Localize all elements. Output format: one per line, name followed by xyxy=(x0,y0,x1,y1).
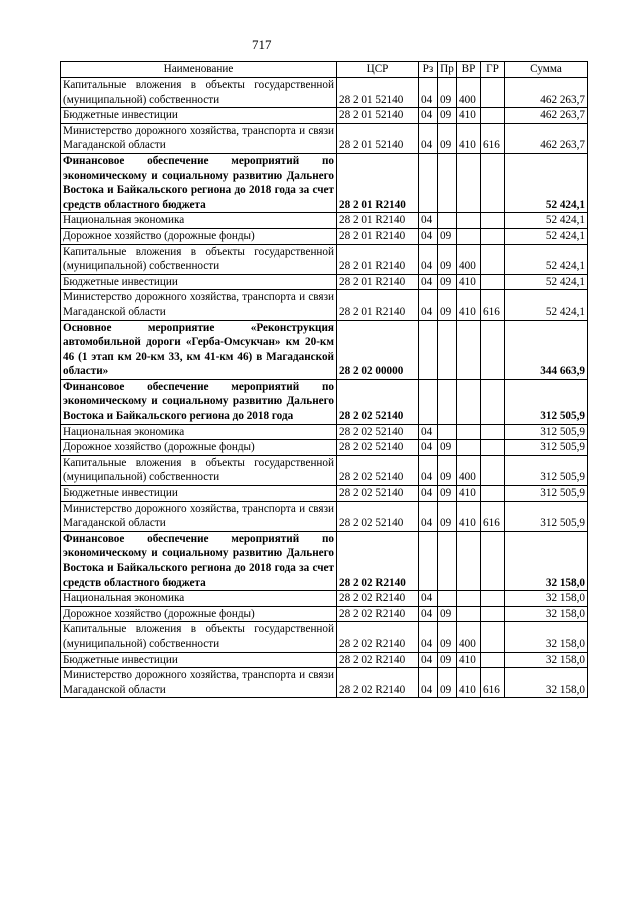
row-gr-cell xyxy=(481,274,505,290)
row-csr-cell: 28 2 01 R2140 xyxy=(337,213,419,229)
table-row xyxy=(61,531,588,590)
row-pr-cell xyxy=(438,591,457,607)
row-gr-cell xyxy=(481,622,505,652)
row-csr-cell: 28 2 02 R2140 xyxy=(337,652,419,668)
row-rz-cell: 04 xyxy=(419,228,438,244)
table-header-row xyxy=(61,62,588,78)
row-gr-cell xyxy=(481,440,505,456)
row-sum-cell: 462 263,7 xyxy=(505,78,588,108)
row-pr-cell: 09 xyxy=(438,652,457,668)
row-gr-cell xyxy=(481,591,505,607)
row-name-cell: Министерство дорожного хозяйства, транспорта и связи Магаданской области xyxy=(61,290,337,320)
row-gr-cell xyxy=(481,213,505,229)
row-rz-cell xyxy=(419,320,438,379)
row-vr-cell xyxy=(457,320,481,379)
table-row xyxy=(61,290,588,320)
row-csr-cell: 28 2 02 52140 xyxy=(337,379,419,424)
row-csr-cell: 28 2 02 R2140 xyxy=(337,606,419,622)
page-number: 717 xyxy=(252,37,272,52)
header-csr: ЦСР xyxy=(337,62,419,78)
row-rz-cell: 04 xyxy=(419,591,438,607)
table-row xyxy=(61,244,588,274)
row-csr-cell: 28 2 02 52140 xyxy=(337,424,419,440)
row-sum-cell: 312 505,9 xyxy=(505,486,588,502)
row-pr-cell: 09 xyxy=(438,244,457,274)
table-row xyxy=(61,455,588,485)
row-pr-cell: 09 xyxy=(438,622,457,652)
row-vr-cell xyxy=(457,153,481,212)
row-rz-cell: 04 xyxy=(419,123,438,153)
row-name-cell: Финансовое обеспечение мероприятий по экономическому и социальному развитию Дальнего Востока и Байкальского региона до 2018 года за счет средств областного бюджета xyxy=(61,153,337,212)
row-rz-cell: 04 xyxy=(419,78,438,108)
row-vr-cell: 410 xyxy=(457,652,481,668)
table-row xyxy=(61,606,588,622)
row-gr-cell xyxy=(481,486,505,502)
row-rz-cell: 04 xyxy=(419,501,438,531)
table-row xyxy=(61,274,588,290)
header-sum: Сумма xyxy=(505,62,588,78)
row-pr-cell: 09 xyxy=(438,108,457,124)
row-csr-cell: 28 2 02 52140 xyxy=(337,486,419,502)
header-name: Наименование xyxy=(61,62,337,78)
row-gr-cell xyxy=(481,379,505,424)
row-name-cell: Бюджетные инвестиции xyxy=(61,486,337,502)
row-name-cell: Основное мероприятие «Реконструкция автомобильной дороги «Герба-Омсукчан» км 20-км 46 (1 этап км 20-км 33, км 41-км 46) в Магаданской области» xyxy=(61,320,337,379)
table-row xyxy=(61,379,588,424)
row-csr-cell: 28 2 01 R2140 xyxy=(337,274,419,290)
row-pr-cell: 09 xyxy=(438,228,457,244)
row-rz-cell xyxy=(419,153,438,212)
row-csr-cell: 28 2 02 R2140 xyxy=(337,668,419,698)
header-vr: ВР xyxy=(457,62,481,78)
row-csr-cell: 28 2 02 00000 xyxy=(337,320,419,379)
row-pr-cell: 09 xyxy=(438,78,457,108)
row-csr-cell: 28 2 01 52140 xyxy=(337,123,419,153)
row-name-cell: Бюджетные инвестиции xyxy=(61,108,337,124)
table-row xyxy=(61,228,588,244)
row-name-cell: Бюджетные инвестиции xyxy=(61,652,337,668)
row-csr-cell: 28 2 02 R2140 xyxy=(337,622,419,652)
row-rz-cell: 04 xyxy=(419,606,438,622)
row-sum-cell: 312 505,9 xyxy=(505,379,588,424)
row-sum-cell: 312 505,9 xyxy=(505,455,588,485)
row-vr-cell: 410 xyxy=(457,290,481,320)
row-rz-cell: 04 xyxy=(419,108,438,124)
row-rz-cell: 04 xyxy=(419,455,438,485)
row-pr-cell xyxy=(438,531,457,590)
row-vr-cell: 410 xyxy=(457,668,481,698)
row-gr-cell xyxy=(481,78,505,108)
row-vr-cell: 410 xyxy=(457,108,481,124)
row-csr-cell: 28 2 01 R2140 xyxy=(337,244,419,274)
row-sum-cell: 32 158,0 xyxy=(505,606,588,622)
row-name-cell: Финансовое обеспечение мероприятий по экономическому и социальному развитию Дальнего Востока и Байкальского региона до 2018 года за счет средств областного бюджета xyxy=(61,531,337,590)
row-sum-cell: 52 424,1 xyxy=(505,274,588,290)
table-row xyxy=(61,440,588,456)
budget-table xyxy=(60,61,588,698)
row-vr-cell: 410 xyxy=(457,501,481,531)
row-vr-cell xyxy=(457,606,481,622)
row-vr-cell: 410 xyxy=(457,274,481,290)
row-csr-cell: 28 2 02 52140 xyxy=(337,455,419,485)
table-row xyxy=(61,668,588,698)
table-row xyxy=(61,213,588,229)
row-csr-cell: 28 2 01 R2140 xyxy=(337,228,419,244)
row-gr-cell xyxy=(481,455,505,485)
row-name-cell: Капитальные вложения в объекты государственной (муниципальной) собственности xyxy=(61,78,337,108)
row-vr-cell: 400 xyxy=(457,455,481,485)
table-row xyxy=(61,622,588,652)
row-vr-cell: 400 xyxy=(457,622,481,652)
row-sum-cell: 32 158,0 xyxy=(505,668,588,698)
table-row xyxy=(61,486,588,502)
row-rz-cell: 04 xyxy=(419,424,438,440)
row-gr-cell xyxy=(481,108,505,124)
row-pr-cell: 09 xyxy=(438,274,457,290)
row-sum-cell: 52 424,1 xyxy=(505,244,588,274)
row-name-cell: Министерство дорожного хозяйства, транспорта и связи Магаданской области xyxy=(61,668,337,698)
row-name-cell: Министерство дорожного хозяйства, транспорта и связи Магаданской области xyxy=(61,501,337,531)
table-body xyxy=(61,78,588,698)
row-vr-cell xyxy=(457,228,481,244)
row-rz-cell: 04 xyxy=(419,290,438,320)
row-pr-cell: 09 xyxy=(438,290,457,320)
table-row xyxy=(61,320,588,379)
row-name-cell: Национальная экономика xyxy=(61,213,337,229)
row-pr-cell xyxy=(438,153,457,212)
row-pr-cell: 09 xyxy=(438,440,457,456)
row-rz-cell: 04 xyxy=(419,668,438,698)
row-sum-cell: 52 424,1 xyxy=(505,228,588,244)
row-vr-cell xyxy=(457,213,481,229)
row-rz-cell: 04 xyxy=(419,652,438,668)
row-name-cell: Капитальные вложения в объекты государственной (муниципальной) собственности xyxy=(61,244,337,274)
row-name-cell: Дорожное хозяйство (дорожные фонды) xyxy=(61,440,337,456)
row-pr-cell xyxy=(438,424,457,440)
row-gr-cell xyxy=(481,531,505,590)
row-name-cell: Национальная экономика xyxy=(61,424,337,440)
row-sum-cell: 462 263,7 xyxy=(505,108,588,124)
row-sum-cell: 32 158,0 xyxy=(505,531,588,590)
table-row xyxy=(61,108,588,124)
row-rz-cell: 04 xyxy=(419,440,438,456)
row-rz-cell: 04 xyxy=(419,622,438,652)
row-name-cell: Капитальные вложения в объекты государственной (муниципальной) собственности xyxy=(61,622,337,652)
row-csr-cell: 28 2 02 52140 xyxy=(337,440,419,456)
row-pr-cell: 09 xyxy=(438,668,457,698)
row-vr-cell: 400 xyxy=(457,244,481,274)
header-pr: Пр xyxy=(438,62,457,78)
row-csr-cell: 28 2 01 52140 xyxy=(337,78,419,108)
row-sum-cell: 32 158,0 xyxy=(505,591,588,607)
row-vr-cell xyxy=(457,591,481,607)
row-vr-cell xyxy=(457,440,481,456)
row-gr-cell xyxy=(481,606,505,622)
header-gr: ГР xyxy=(481,62,505,78)
row-gr-cell: 616 xyxy=(481,501,505,531)
table-row xyxy=(61,591,588,607)
row-sum-cell: 312 505,9 xyxy=(505,440,588,456)
header-rz: Рз xyxy=(419,62,438,78)
row-name-cell: Капитальные вложения в объекты государственной (муниципальной) собственности xyxy=(61,455,337,485)
row-name-cell: Финансовое обеспечение мероприятий по экономическому и социальному развитию Дальнего Востока и Байкальского региона до 2018 года xyxy=(61,379,337,424)
row-sum-cell: 312 505,9 xyxy=(505,501,588,531)
table-row xyxy=(61,153,588,212)
row-pr-cell xyxy=(438,379,457,424)
row-vr-cell xyxy=(457,424,481,440)
table-row xyxy=(61,78,588,108)
row-pr-cell: 09 xyxy=(438,486,457,502)
row-pr-cell xyxy=(438,213,457,229)
row-vr-cell: 410 xyxy=(457,486,481,502)
row-gr-cell xyxy=(481,153,505,212)
row-rz-cell: 04 xyxy=(419,244,438,274)
row-csr-cell: 28 2 02 R2140 xyxy=(337,531,419,590)
row-sum-cell: 52 424,1 xyxy=(505,153,588,212)
row-gr-cell xyxy=(481,652,505,668)
row-pr-cell: 09 xyxy=(438,501,457,531)
row-vr-cell xyxy=(457,379,481,424)
row-rz-cell: 04 xyxy=(419,213,438,229)
row-name-cell: Национальная экономика xyxy=(61,591,337,607)
row-name-cell: Министерство дорожного хозяйства, транспорта и связи Магаданской области xyxy=(61,123,337,153)
row-rz-cell: 04 xyxy=(419,274,438,290)
table-row xyxy=(61,652,588,668)
row-name-cell: Дорожное хозяйство (дорожные фонды) xyxy=(61,606,337,622)
row-sum-cell: 312 505,9 xyxy=(505,424,588,440)
row-csr-cell: 28 2 01 52140 xyxy=(337,108,419,124)
row-sum-cell: 344 663,9 xyxy=(505,320,588,379)
row-rz-cell: 04 xyxy=(419,486,438,502)
row-csr-cell: 28 2 02 52140 xyxy=(337,501,419,531)
row-gr-cell xyxy=(481,244,505,274)
row-pr-cell: 09 xyxy=(438,606,457,622)
row-name-cell: Бюджетные инвестиции xyxy=(61,274,337,290)
row-gr-cell xyxy=(481,320,505,379)
table-row xyxy=(61,123,588,153)
row-csr-cell: 28 2 01 R2140 xyxy=(337,290,419,320)
row-sum-cell: 52 424,1 xyxy=(505,213,588,229)
row-pr-cell xyxy=(438,320,457,379)
row-vr-cell xyxy=(457,531,481,590)
row-csr-cell: 28 2 02 R2140 xyxy=(337,591,419,607)
row-pr-cell: 09 xyxy=(438,123,457,153)
row-gr-cell xyxy=(481,228,505,244)
row-csr-cell: 28 2 01 R2140 xyxy=(337,153,419,212)
table-row xyxy=(61,424,588,440)
row-sum-cell: 32 158,0 xyxy=(505,622,588,652)
row-pr-cell: 09 xyxy=(438,455,457,485)
row-rz-cell xyxy=(419,531,438,590)
row-gr-cell: 616 xyxy=(481,668,505,698)
row-sum-cell: 52 424,1 xyxy=(505,290,588,320)
row-vr-cell: 410 xyxy=(457,123,481,153)
row-name-cell: Дорожное хозяйство (дорожные фонды) xyxy=(61,228,337,244)
table-row xyxy=(61,501,588,531)
row-gr-cell: 616 xyxy=(481,123,505,153)
row-vr-cell: 400 xyxy=(457,78,481,108)
row-sum-cell: 32 158,0 xyxy=(505,652,588,668)
row-rz-cell xyxy=(419,379,438,424)
row-sum-cell: 462 263,7 xyxy=(505,123,588,153)
row-gr-cell xyxy=(481,424,505,440)
row-gr-cell: 616 xyxy=(481,290,505,320)
